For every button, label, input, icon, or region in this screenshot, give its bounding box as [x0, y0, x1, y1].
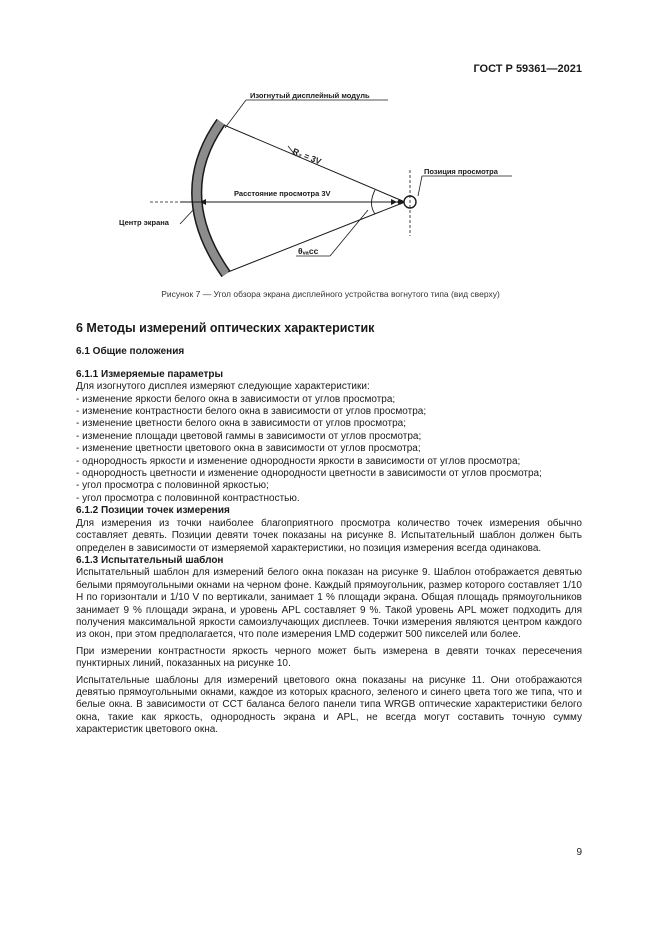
figure-7: [100, 86, 530, 286]
list-item: - изменение площади цветовой гаммы в зависимости от углов просмотра;: [76, 430, 422, 442]
viewing-point-dot: [398, 200, 403, 205]
section-6-1-3-paragraph-2: При измерении контрастности яркость черного может быть измерена в девяти точках пересечения пунктирных линий, показанных на рисунке 10.: [76, 645, 582, 670]
section-6-1-1-intro: Для изогнутого дисплея измеряют следующие характеристики:: [76, 381, 370, 393]
section-6-1-3-title: 6.1.3 Испытательный шаблон: [76, 554, 224, 566]
section-6-1-2-title: 6.1.2 Позиции точек измерения: [76, 505, 230, 517]
list-item: - однородность яркости и изменение однородности яркости в зависимости от углов просмотра;: [76, 455, 521, 467]
list-item: - однородность цветности и изменение однородности цветности в зависимости от углов просмотра;: [76, 468, 542, 480]
section-6-1-2-text: Для измерения из точки наиболее благоприятного просмотра количество точек измерения обычно составляет девять. Позиции девяти точек показаны на рисунке 8. Испытательный шаблон должен быть определен в зависимости от измеряемой характеристики, но позиция измерения всегда одинакова.: [76, 517, 582, 554]
distance-arrow-right: [391, 199, 397, 205]
label-viewing-distance: Расстояние просмотра 3V: [234, 189, 331, 198]
angle-leader: [330, 210, 368, 256]
label-angle: θᵥₐcc: [298, 246, 319, 256]
section-6-1-title: 6.1 Общие положения: [76, 346, 185, 358]
section-6-title: 6 Методы измерений оптических характеристик: [76, 321, 375, 335]
document-header: ГОСТ Р 59361—2021: [473, 63, 582, 75]
section-6-1-3-paragraph-1: Испытательный шаблон для измерений белого окна показан на рисунке 9. Шаблон отображается девятью белыми прямоугольными окнами на черном фоне. Каждый прямоугольник, размер которого составляет 1/10 H по горизонтали и 1/10 V по вертикали, занимает 1 % площади экрана. Общая площадь прямоугольников занимает 9 % площади экрана, и уровень APL составляет 9 %. Такой уровень APL может подходить для получения максимальной яркости самоизлучающих дисплеев. Точки измерения являются центром каждого из окон, при этом предполагается, что поле измерения LMD содержит 500 пикселей или более.: [76, 567, 582, 641]
list-item: - изменение цветности белого окна в зависимости от углов просмотра;: [76, 418, 406, 430]
list-item: - угол просмотра с половинной контрастностью.: [76, 492, 300, 504]
section-6-1-1-title: 6.1.1 Измеряемые параметры: [76, 368, 224, 380]
label-curved-module: Изогнутый дисплейный модуль: [250, 91, 370, 100]
module-leader: [225, 100, 246, 128]
label-screen-center: Центр экрана: [119, 218, 169, 227]
list-item: - угол просмотра с половинной яркостью;: [76, 480, 269, 492]
center-leader: [180, 209, 194, 224]
page-number: 9: [576, 847, 582, 858]
viewing-angle-diagram: [100, 86, 530, 286]
section-6: [76, 322, 582, 737]
list-item: - изменение яркости белого окна в зависимости от углов просмотра;: [76, 393, 396, 405]
measured-parameters-list: [76, 394, 582, 506]
list-item: - изменение контрастности белого окна в зависимости от углов просмотра;: [76, 406, 427, 418]
viewer-leader: [418, 176, 422, 196]
figure-caption: Рисунок 7 — Угол обзора экрана дисплейного устройства вогнутого типа (вид сверху): [161, 289, 500, 299]
label-viewing-position: Позиция просмотра: [424, 167, 498, 176]
label-radius: R₂ = 3V: [291, 146, 323, 167]
radius-line-bottom: [228, 202, 405, 272]
list-item: - изменение цветности цветового окна в зависимости от углов просмотра;: [76, 443, 421, 455]
section-6-1-3-paragraph-3: Испытательные шаблоны для измерений цветового окна показаны на рисунке 11. Они отображаются девятью прямоугольными окнами, каждое из которых красного, зеленого и синего цвета того же типа, что и белые окна. В зависимости от CCT баланса белого панели типа WRGB оптические характеристики белого окна, такие как яркость, однородность экрана и APL, не всегда могут составить точную сумму характеристик цветового окна.: [76, 674, 582, 736]
